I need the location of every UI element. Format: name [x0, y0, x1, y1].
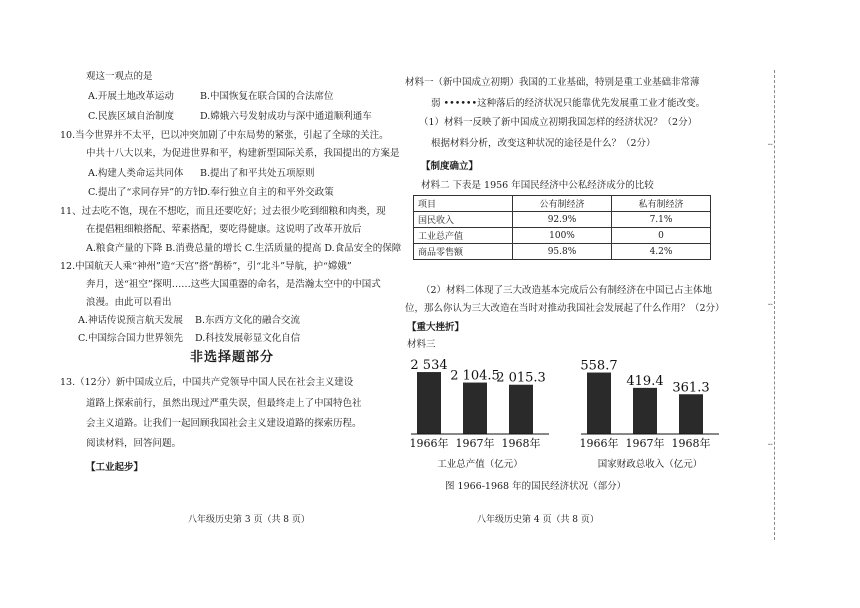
table-row [414, 244, 711, 260]
q12-option-b: B.东西方文化的融合交流 [195, 315, 301, 326]
figure-caption: 图 1966-1968 年的国民经济状况（部分） [445, 481, 627, 492]
subhead-setback: 【重大挫折】 [407, 322, 465, 333]
left-page [60, 0, 402, 608]
chart-bar [587, 373, 611, 434]
table-header-cell: 私有制经济 [612, 196, 711, 212]
chart-value-label: 558.7 [580, 358, 618, 374]
material-three-label: 材料三 [407, 339, 436, 350]
q10-option-b: B.提出了和平共处五项原则 [200, 168, 315, 179]
table-cell: 100% [513, 228, 612, 244]
q13-stem-3: 会主义道路。让我们一起回顾我国社会主义建设道路的探索历程。 [86, 418, 362, 429]
material-two-caption: 材料二 下表是 1956 年国民经济中公私经济成分的比较 [421, 180, 654, 191]
q9-option-d: D.嫦娥六号发射成功与深中通道顺利通车 [200, 111, 372, 122]
table-header-cell: 项目 [414, 196, 513, 212]
intro-line: 观这一观点的是 [86, 71, 153, 82]
chart-tick-label: 1968年 [671, 437, 711, 450]
table-cell: 4.2% [612, 244, 711, 260]
chart-tick-label: 1968年 [501, 437, 541, 450]
q12-option-c: C.中国综合国力世界领先 [78, 333, 183, 344]
chart-tick-label: 1966年 [409, 437, 449, 450]
q13-stem-4: 阅读材料，回答问题。 [86, 438, 182, 449]
footer-right: 八年级历史第 4 页（共 8 页） [477, 515, 599, 525]
subhead-industry: 【工业起步】 [86, 462, 144, 473]
chart-value-label: 2 015.3 [496, 370, 546, 386]
chart-bar [463, 383, 487, 434]
material-one-line-2: 弱 ••••••这种落后的经济状况只能靠优先发展重工业才能改变。 [431, 98, 706, 109]
chart-tick-label: 1966年 [579, 437, 619, 450]
table-cell: 95.8% [513, 244, 612, 260]
table-cell: 0 [612, 228, 711, 244]
q10-option-a: A.构建人类命运共同体 [88, 168, 184, 179]
right-page [405, 0, 765, 608]
q10-option-c: C.提出了“求同存异”的方针 [88, 187, 203, 198]
chart-axis-label: 工业总产值（亿元） [437, 459, 523, 470]
industrial-output-chart [410, 358, 550, 470]
chart-bar [679, 394, 703, 434]
q2-line-1: （2）材料二体现了三大改造基本完成后公有制经济在中国已占主体地 [421, 285, 713, 296]
q13-stem-2: 道路上探索前行，虽然出现过严重失误，但最终走上了中国特色社 [86, 398, 362, 409]
chart-value-label: 361.3 [672, 380, 710, 396]
q12-stem-1: 12.中国航天人乘“神州”造“天宫”搭“鹊桥”，引“北斗”导航，护“嫦娥” [60, 261, 352, 272]
chart-axis-label: 国家财政总收入（亿元） [597, 459, 703, 470]
binding-mark: ╌ [768, 440, 773, 449]
section-title: 非选择题部分 [190, 350, 275, 365]
q11-stem-2: 在提倡粗细粮搭配、荤素搭配，要吃得健康。这说明了改革开放后 [86, 224, 362, 235]
footer-left: 八年级历史第 3 页（共 8 页） [188, 515, 310, 525]
q11-options: A.粮食产量的下降 B.消费总量的增长 C.生活质量的提高 D.食品安全的保障 [86, 243, 402, 254]
table-cell: 工业总产值 [414, 228, 513, 244]
table-cell: 国民收入 [414, 212, 513, 228]
binding-mark: ╌ [768, 300, 773, 309]
q12-option-d: D.科技发展彰显文化自信 [195, 333, 301, 344]
chart-value-label: 419.4 [626, 373, 664, 389]
chart-value-label: 2 534 [410, 358, 448, 374]
q10-stem-2: 中共十八大以来，为促进世界和平，构建新型国际关系，我国提出的方案是 [86, 148, 400, 159]
q12-option-a: A.神话传说预言航天发展 [78, 315, 183, 326]
chart-bar [417, 372, 441, 434]
chart-tick-label: 1967年 [625, 437, 665, 450]
q9-option-b: B.中国恢复在联合国的合法席位 [200, 91, 334, 102]
table-cell: 商品零售额 [414, 244, 513, 260]
material-one-line-1: 材料一（新中国成立初期）我国的工业基础，特别是重工业基础非常薄 [405, 77, 700, 88]
q12-stem-2: 奔月，送“祖空”探明……这些大国重器的命名，是浩瀚太空中的中国式 [86, 279, 381, 290]
table-row [414, 212, 711, 228]
economy-bar-charts [405, 348, 755, 478]
q9-option-a: A.开展土地改革运动 [88, 91, 174, 102]
table-header-cell: 公有制经济 [513, 196, 612, 212]
table-row [414, 228, 711, 244]
q13-stem-1: 13.（12分）新中国成立后，中国共产党领导中国人民在社会主义建设 [60, 377, 354, 388]
q11-stem-1: 11、过去吃不饱，现在不想吃，而且还要吃好；过去很少吃到细粮和肉类，现 [60, 206, 386, 217]
q10-option-d: D.奉行独立自主的和平外交政策 [200, 187, 334, 198]
q10-stem-1: 10.当今世界并不太平，巴以冲突加剧了中东局势的紧张，引起了全球的关注。 [60, 130, 389, 141]
q1-line-2: 根据材料分析，改变这种状况的途径是什么？（2分） [431, 138, 656, 149]
q2-line-2: 位，那么你认为三大改造在当时对推动我国社会发展起了什么作用？（2分） [405, 303, 725, 314]
q12-stem-3: 浪漫。由此可以看出 [86, 297, 172, 308]
fiscal-revenue-chart [580, 359, 720, 470]
binding-edge [774, 70, 775, 540]
subhead-system: 【制度确立】 [421, 161, 479, 172]
q1-line-1: （1）材料一反映了新中国成立初期我国怎样的经济状况？（2分） [419, 117, 698, 128]
chart-value-label: 2 104.5 [450, 368, 500, 384]
table-cell: 7.1% [612, 212, 711, 228]
table-header-row [414, 196, 711, 212]
binding-mark: ╌ [768, 140, 773, 149]
chart-tick-label: 1967年 [455, 437, 495, 450]
chart-bar [509, 385, 533, 434]
table-cell: 92.9% [513, 212, 612, 228]
chart-bar [633, 388, 657, 434]
q9-option-c: C.民族区域自治制度 [88, 111, 174, 122]
economy-table [413, 195, 711, 260]
